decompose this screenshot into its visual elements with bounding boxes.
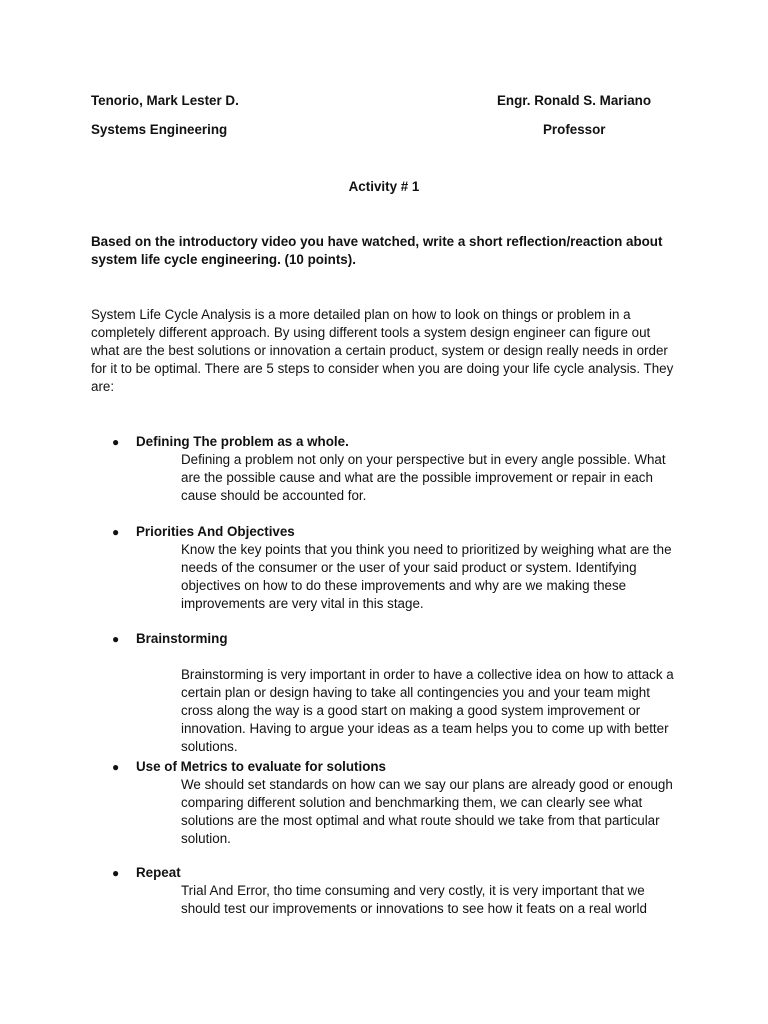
step-title-text: Brainstorming (136, 631, 228, 646)
activity-prompt: Based on the introductory video you have watched, write a short reflection/reaction about system life cycle engineering. (10 points). (91, 234, 663, 267)
bullet-icon: ● (112, 632, 120, 646)
step-description: We should set standards on how can we say our plans are already good or enough comparing different solution and benchmarking them, we can clearly see what solutions are the most optimal and what route should we take from that particular solution. (181, 777, 673, 846)
step-title (112, 630, 702, 648)
step-item-brainstorming (112, 630, 702, 756)
step-description: Trial And Error, tho time consuming and very costly, it is very important that we should test our improvements or innovations to see how it feats on a real world (181, 883, 647, 916)
step-description: Brainstorming is very important in order to have a collective idea on how to attack a certain plan or design having to take all contingencies you and your team might cross along the way is a good start on making a good system improvement or innovation. Having to argue your ideas as a team helps you to come up with better solutions. (181, 667, 674, 754)
bullet-icon: ● (112, 866, 120, 880)
professor-name: Engr. Ronald S. Mariano (497, 93, 652, 108)
bullet-icon: ● (112, 760, 120, 774)
professor-title: Professor (543, 122, 606, 137)
step-item-defining-problem (112, 433, 702, 505)
step-title (112, 433, 702, 451)
step-item-metrics (112, 758, 702, 848)
step-description: Know the key points that you think you need to prioritized by weighing what are the needs of the consumer or the user of your said product or system. Identifying objectives on how to do these improvements and why are we making these improvements are very vital in this stage. (181, 542, 672, 611)
bullet-icon: ● (112, 525, 120, 539)
course-name: Systems Engineering (91, 122, 228, 137)
step-description: Defining a problem not only on your perspective but in every angle possible. What are the possible cause and what are the possible improvement or repair in each cause should be accounted for. (181, 452, 666, 503)
step-title-text: Defining The problem as a whole. (136, 434, 349, 449)
step-title (112, 758, 702, 776)
step-item-priorities-objectives (112, 523, 702, 613)
student-name: Tenorio, Mark Lester D. (91, 93, 239, 108)
step-title-text: Priorities And Objectives (136, 524, 295, 539)
bullet-icon: ● (112, 435, 120, 449)
step-title-text: Use of Metrics to evaluate for solutions (136, 759, 387, 774)
activity-title: Activity # 1 (348, 179, 420, 194)
step-title (112, 864, 702, 882)
intro-paragraph: System Life Cycle Analysis is a more detailed plan on how to look on things or problem in a completely different approach. By using different tools a system design engineer can figure out what are the best solutions or innovation a certain product, system or design really needs in order for it to be optimal. There are 5 steps to consider when you are doing your life cycle analysis. They are: (91, 307, 674, 394)
step-title (112, 523, 702, 541)
step-item-repeat (112, 864, 702, 918)
step-title-text: Repeat (136, 865, 181, 880)
